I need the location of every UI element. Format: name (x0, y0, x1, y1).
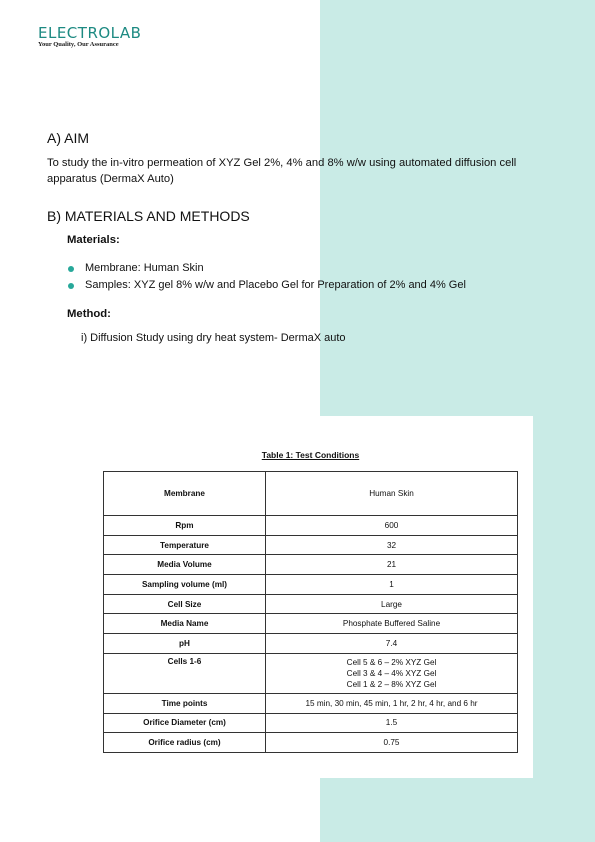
table-key-cell: Rpm (104, 516, 266, 536)
logo-tagline: Your Quality, Our Assurance (38, 41, 119, 48)
bullet-dot-icon (68, 266, 74, 272)
table-value-cell: 0.75 (266, 733, 518, 753)
table-row (104, 516, 518, 536)
table-value-cell (266, 653, 518, 693)
cell-group-line: Cell 3 & 4 – 4% XYZ Gel (346, 668, 437, 678)
table-value-cell: 1 (266, 575, 518, 595)
table-key-cell: Media Name (104, 614, 266, 634)
table-row (104, 555, 518, 575)
logo-wordmark: ELECTROLAB (38, 24, 142, 42)
list-item: Membrane: Human Skin (67, 260, 466, 277)
bullet-dot-icon (68, 283, 74, 289)
table-value-cell: 32 (266, 535, 518, 555)
table-key-cell: Orifice radius (cm) (104, 733, 266, 753)
table-row (104, 693, 518, 713)
table-caption: Table 1: Test Conditions (261, 450, 360, 460)
table-row (104, 713, 518, 733)
electrolab-logo (38, 25, 141, 49)
table-value-cell: 1.5 (266, 713, 518, 733)
table-key-cell: Time points (104, 693, 266, 713)
table-row (104, 472, 518, 516)
table-value-cell: Large (266, 594, 518, 614)
table-row (104, 575, 518, 595)
cell-group-line: Cell 1 & 2 – 8% XYZ Gel (346, 679, 437, 689)
aim-text: To study the in-vitro permeation of XYZ Gel 2%, 4% and 8% w/w using automated diffusion cell apparatus (DermaX Auto) (47, 157, 517, 185)
method-label: Method: (67, 308, 111, 320)
table-key-cell: Orifice Diameter (cm) (104, 713, 266, 733)
table-value-cell: 7.4 (266, 634, 518, 654)
table-key-cell: pH (104, 634, 266, 654)
table-row (104, 733, 518, 753)
materials-list (67, 260, 466, 294)
table-value-cell: 15 min, 30 min, 45 min, 1 hr, 2 hr, 4 hr, and 6 hr (266, 693, 518, 713)
table-value-cell: Phosphate Buffered Saline (266, 614, 518, 634)
table-key-cell: Sampling volume (ml) (104, 575, 266, 595)
table-value-cell: 21 (266, 555, 518, 575)
table-key-cell: Temperature (104, 535, 266, 555)
table-key-cell: Media Volume (104, 555, 266, 575)
method-item: i) Diffusion Study using dry heat system- DermaX auto (81, 332, 346, 344)
test-conditions-table (103, 471, 518, 753)
table-key-cell: Cell Size (104, 594, 266, 614)
table-value-cell: Human Skin (266, 472, 518, 516)
cell-group-line: Cell 5 & 6 – 2% XYZ Gel (346, 657, 437, 667)
table-key-cell: Cells 1-6 (104, 653, 266, 693)
table-value-cell: 600 (266, 516, 518, 536)
table-row (104, 614, 518, 634)
table-row (104, 634, 518, 654)
table-row (104, 535, 518, 555)
table-row (104, 594, 518, 614)
materials-methods-heading: B) MATERIALS AND METHODS (47, 208, 250, 224)
table-row (104, 653, 518, 693)
table-key-cell: Membrane (104, 472, 266, 516)
materials-label: Materials: (67, 234, 120, 246)
aim-heading: A) AIM (47, 130, 90, 146)
list-item: Samples: XYZ gel 8% w/w and Placebo Gel for Preparation of 2% and 4% Gel (67, 277, 466, 294)
